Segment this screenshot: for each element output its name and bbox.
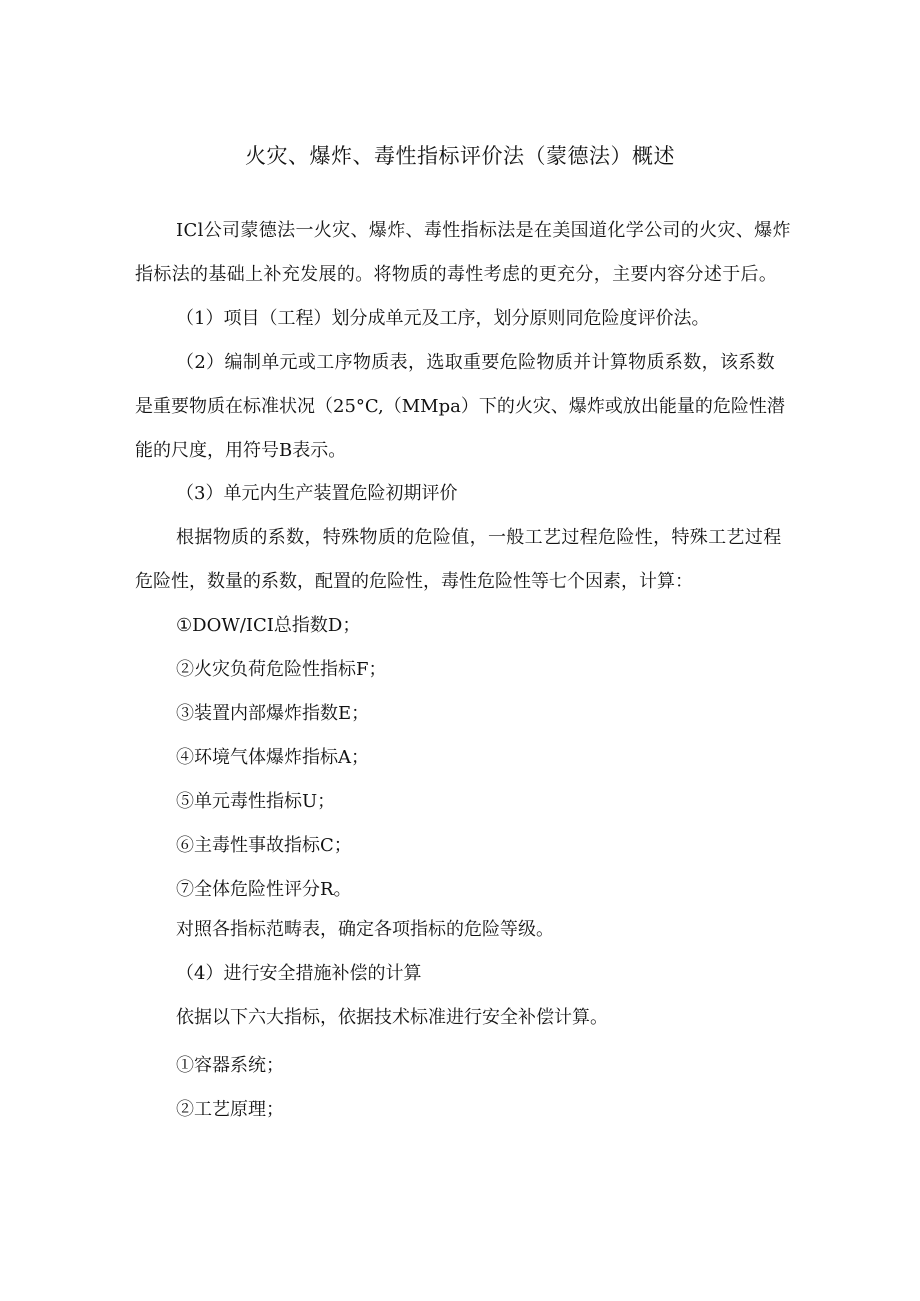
item-3-desc-line-1: 根据物质的系数，特殊物质的危险值，一般工艺过程危险性，特殊工艺过程 xyxy=(176,527,782,548)
index-list-item: ⑥主毒性事故指标C； xyxy=(176,835,352,856)
item-3-line: （3）单元内生产装置危险初期评价 xyxy=(176,483,458,504)
index-list-item: ①DOW/ICI总指数D； xyxy=(176,615,361,636)
compensation-list-item: ①容器系统； xyxy=(176,1055,284,1076)
item-2-line-1: （2）编制单元或工序物质表，选取重要危险物质并计算物质系数，该系数 xyxy=(176,352,775,373)
index-list-item: ③装置内部爆炸指数E； xyxy=(176,703,370,724)
document-title: 火灾、爆炸、毒性指标评价法（蒙德法）概述 xyxy=(245,144,675,168)
item-2-line-3: 能的尺度，用符号B表示。 xyxy=(135,440,347,461)
item-3-desc-line-2: 危险性，数量的系数，配置的危险性，毒性危险性等七个因素，计算： xyxy=(135,571,693,592)
intro-line-1: ICl公司蒙德法一火灾、爆炸、毒性指标法是在美国道化学公司的火灾、爆炸 xyxy=(176,220,791,241)
index-list-item: ②火灾负荷危险性指标F； xyxy=(176,659,387,680)
compare-line: 对照各指标范畴表，确定各项指标的危险等级。 xyxy=(176,919,554,940)
item-2-line-2: 是重要物质在标准状况（25°C,（MMpa）下的火灾、爆炸或放出能量的危险性潜 xyxy=(135,396,785,417)
item-1-line: （1）项目（工程）划分成单元及工序，划分原则同危险度评价法。 xyxy=(176,308,710,329)
index-list-item: ⑤单元毒性指标U； xyxy=(176,791,336,812)
item-4-line: （4）进行安全措施补偿的计算 xyxy=(176,963,422,984)
intro-line-2: 指标法的基础上补充发展的。将物质的毒性考虑的更充分，主要内容分述于后。 xyxy=(135,264,778,285)
item-4-desc-line: 依据以下六大指标，依据技术标准进行安全补偿计算。 xyxy=(176,1007,608,1028)
index-list-item: ④环境气体爆炸指标A； xyxy=(176,747,369,768)
compensation-list-item: ②工艺原理； xyxy=(176,1099,284,1120)
index-list-item: ⑦全体危险性评分R。 xyxy=(176,879,352,900)
